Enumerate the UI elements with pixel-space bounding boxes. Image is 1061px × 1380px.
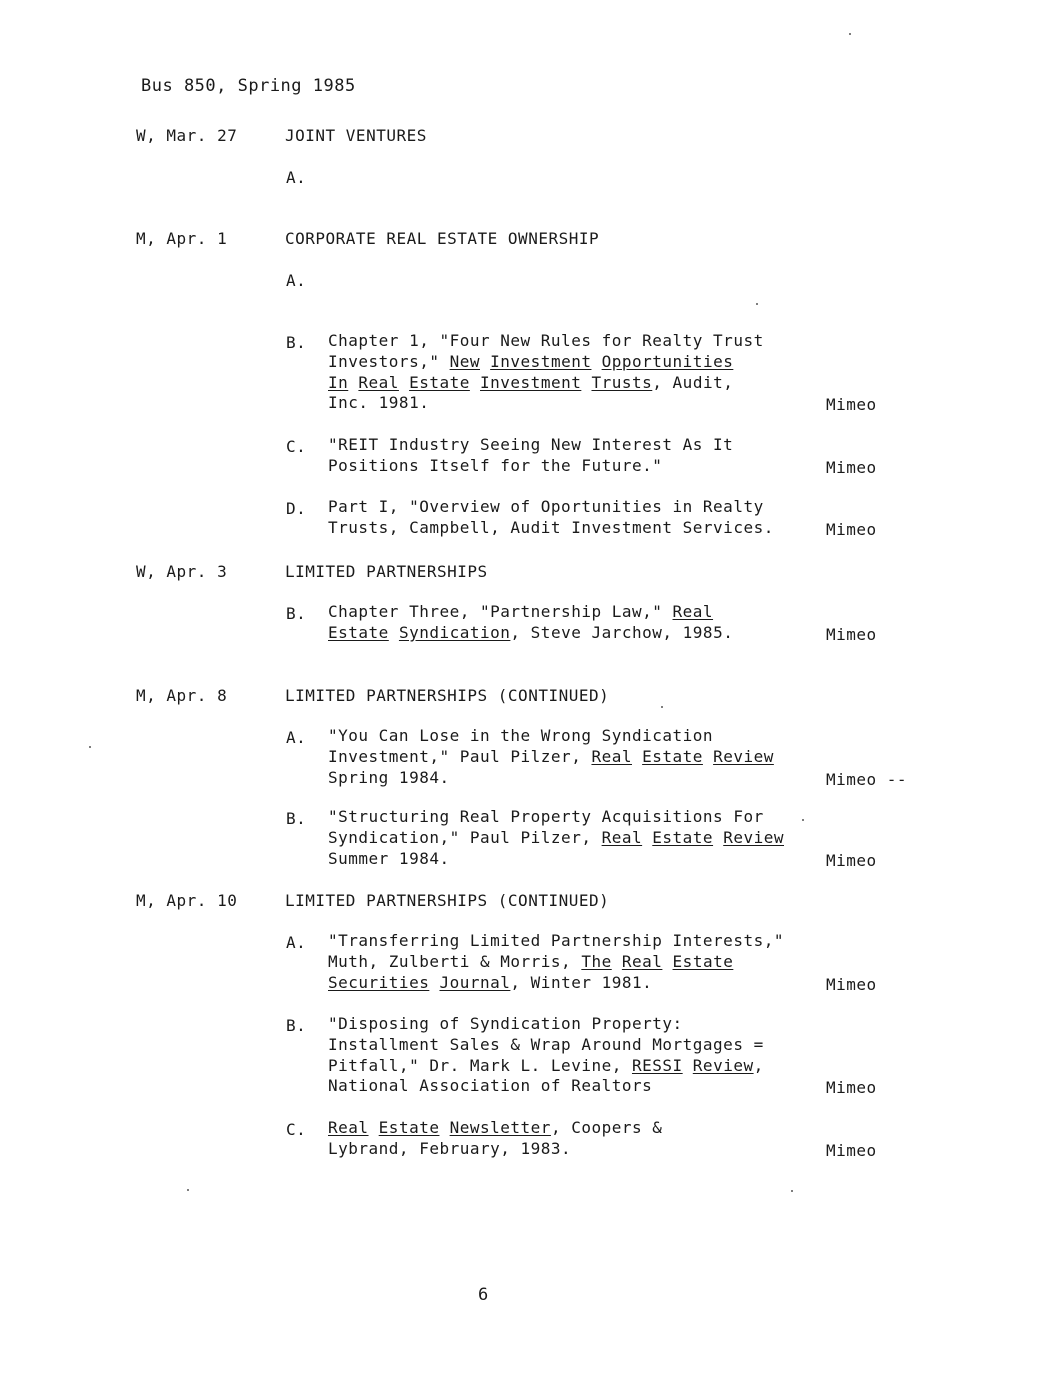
citation-text <box>591 352 601 371</box>
reading-citation <box>328 331 764 414</box>
citation-text <box>369 1118 379 1137</box>
reading-citation <box>328 726 774 788</box>
session-date: W, Apr. 3 <box>136 562 228 581</box>
reading-source: Mimeo -- <box>826 769 908 789</box>
session-date: M, Apr. 1 <box>136 229 228 248</box>
citation-line <box>328 1014 764 1035</box>
citation-line <box>328 602 733 623</box>
session-topic: LIMITED PARTNERSHIPS <box>285 562 488 581</box>
underlined-title: RESSI <box>631 1055 683 1075</box>
underlined-title: Investment <box>480 372 582 392</box>
citation-line <box>328 828 784 849</box>
underlined-title: Syndication <box>398 622 511 642</box>
underlined-title: Real <box>328 1118 369 1137</box>
citation-line <box>328 393 764 414</box>
scan-speck <box>187 1189 189 1191</box>
citation-text <box>399 373 409 392</box>
reading-letter: C. <box>286 1120 307 1139</box>
underlined-title: Estate <box>328 622 389 642</box>
underlined-title: Trusts <box>591 372 653 392</box>
session-topic: LIMITED PARTNERSHIPS (CONTINUED) <box>285 686 610 705</box>
citation-text: Chapter 1, "Four New Rules for Realty Trust <box>328 331 764 350</box>
citation-line <box>328 1118 662 1139</box>
underlined-title: Real <box>601 827 643 847</box>
session-date: M, Apr. 8 <box>136 686 228 705</box>
citation-text: "Structuring Real Property Acquisitions For <box>328 807 764 826</box>
citation-text: Inc. 1981. <box>328 393 430 413</box>
underlined-title: Review <box>692 1055 754 1075</box>
citation-text: , Coopers & <box>550 1118 663 1137</box>
underlined-title: Journal <box>439 972 511 992</box>
citation-text <box>713 828 723 847</box>
reading-letter: B. <box>286 604 307 623</box>
scan-speck <box>791 1190 793 1192</box>
session-topic: JOINT VENTURES <box>285 126 427 145</box>
session-topic: CORPORATE REAL ESTATE OWNERSHIP <box>285 229 600 248</box>
scan-speck <box>89 746 91 748</box>
citation-line <box>328 1076 764 1097</box>
reading-letter: A. <box>286 271 307 290</box>
reading-letter: B. <box>286 809 307 828</box>
citation-line <box>328 518 774 539</box>
citation-text: "REIT Industry Seeing New Interest As It <box>328 435 734 454</box>
underlined-title: Estate <box>378 1118 440 1137</box>
underlined-title: Securities <box>328 972 430 992</box>
citation-line <box>328 768 774 789</box>
citation-text: , <box>753 1055 764 1075</box>
underlined-title: Review <box>713 746 774 766</box>
reading-letter: B. <box>286 333 307 352</box>
citation-text: Trusts, Campbell, Audit Investment Services. <box>328 517 774 537</box>
citation-line <box>328 435 733 456</box>
citation-text: Summer 1984. <box>328 848 450 868</box>
scan-speck <box>661 706 663 708</box>
session-date: M, Apr. 10 <box>136 891 238 910</box>
underlined-title: Estate <box>652 827 714 847</box>
citation-text: , Audit, <box>652 372 734 392</box>
citation-line <box>328 807 784 828</box>
reading-source: Mimeo <box>826 1140 877 1160</box>
citation-line <box>328 331 764 352</box>
reading-citation <box>328 807 784 869</box>
citation-line <box>328 497 774 518</box>
reading-citation <box>328 497 774 539</box>
underlined-title: In <box>328 372 349 392</box>
page-number: 6 <box>478 1285 489 1305</box>
citation-text: Investment," Paul Pilzer, <box>328 746 592 766</box>
citation-text: "Disposing of Syndication Property: <box>328 1014 683 1033</box>
reading-letter: C. <box>286 437 307 456</box>
citation-text: Pitfall," Dr. Mark L. Levine, <box>328 1055 632 1075</box>
citation-text <box>429 973 439 992</box>
citation-line <box>328 726 774 747</box>
citation-line <box>328 456 733 477</box>
underlined-title: Investment <box>490 351 592 371</box>
reading-source: Mimeo <box>826 1078 877 1098</box>
citation-line <box>328 623 733 644</box>
session-topic: LIMITED PARTNERSHIPS (CONTINUED) <box>285 891 610 910</box>
citation-text: Spring 1984. <box>328 767 450 787</box>
citation-line <box>328 952 784 973</box>
underlined-title: Estate <box>672 951 734 971</box>
citation-text: , Winter 1981. <box>510 972 653 992</box>
underlined-title: Real <box>591 746 632 766</box>
citation-text: "You Can Lose in the Wrong Syndication <box>328 726 714 745</box>
reading-source: Mimeo <box>826 457 877 477</box>
reading-letter: A. <box>286 168 307 187</box>
citation-line <box>328 1056 764 1077</box>
citation-text: Muth, Zulberti & Morris, <box>328 951 582 971</box>
underlined-title: Newsletter <box>449 1118 551 1137</box>
underlined-title: Real <box>621 951 663 971</box>
citation-text <box>439 1118 449 1137</box>
reading-letter: A. <box>286 728 307 747</box>
reading-source: Mimeo <box>826 395 877 415</box>
scan-speck <box>802 819 804 821</box>
reading-citation <box>328 931 784 993</box>
reading-letter: D. <box>286 499 307 518</box>
citation-text <box>683 1056 693 1075</box>
underlined-title: New <box>449 351 480 371</box>
reading-source: Mimeo <box>826 624 877 644</box>
citation-line <box>328 1139 662 1160</box>
citation-text <box>612 952 622 971</box>
citation-text: Investors," <box>328 351 450 371</box>
reading-citation <box>328 435 733 477</box>
reading-source: Mimeo <box>826 850 877 870</box>
citation-line <box>328 973 784 994</box>
citation-line <box>328 373 764 394</box>
reading-citation <box>328 1014 764 1097</box>
underlined-title: Estate <box>409 372 470 392</box>
citation-text: Lybrand, February, 1983. <box>328 1138 572 1158</box>
underlined-title: Estate <box>642 746 703 766</box>
citation-text: National Association of Realtors <box>328 1076 653 1096</box>
citation-text <box>581 373 591 392</box>
citation-line <box>328 352 764 373</box>
citation-line <box>328 849 784 870</box>
underlined-title: Real <box>358 372 399 392</box>
citation-text: Chapter Three, "Partnership Law," <box>328 602 673 621</box>
citation-text <box>703 747 713 766</box>
session-date: W, Mar. 27 <box>136 126 238 145</box>
scan-speck <box>849 33 851 35</box>
underlined-title: Real <box>672 602 714 621</box>
underlined-title: Review <box>723 827 784 847</box>
citation-text <box>470 373 480 392</box>
citation-text: , Steve Jarchow, 1985. <box>510 622 734 642</box>
reading-letter: A. <box>286 933 307 952</box>
scan-speck <box>756 303 758 305</box>
underlined-title: Opportunities <box>601 351 734 371</box>
citation-text <box>662 952 672 971</box>
citation-text: Part I, "Overview of Oportunities in Realty <box>328 497 764 516</box>
reading-citation <box>328 1118 662 1160</box>
citation-text: Installment Sales & Wrap Around Mortgages = <box>328 1034 764 1054</box>
course-header: Bus 850, Spring 1985 <box>141 76 356 96</box>
citation-text: Positions Itself for the Future." <box>328 455 663 475</box>
citation-line <box>328 1035 764 1056</box>
citation-text <box>480 352 490 371</box>
underlined-title: The <box>581 951 612 971</box>
citation-text <box>389 623 399 642</box>
reading-source: Mimeo <box>826 519 877 539</box>
citation-text <box>632 747 642 766</box>
citation-text: Syndication," Paul Pilzer, <box>328 827 602 847</box>
citation-text <box>642 828 652 847</box>
reading-source: Mimeo <box>826 974 877 994</box>
reading-letter: B. <box>286 1016 307 1035</box>
citation-line <box>328 747 774 768</box>
citation-text: "Transferring Limited Partnership Interests," <box>328 931 784 950</box>
citation-text <box>348 373 358 392</box>
citation-line <box>328 931 784 952</box>
reading-citation <box>328 602 733 644</box>
